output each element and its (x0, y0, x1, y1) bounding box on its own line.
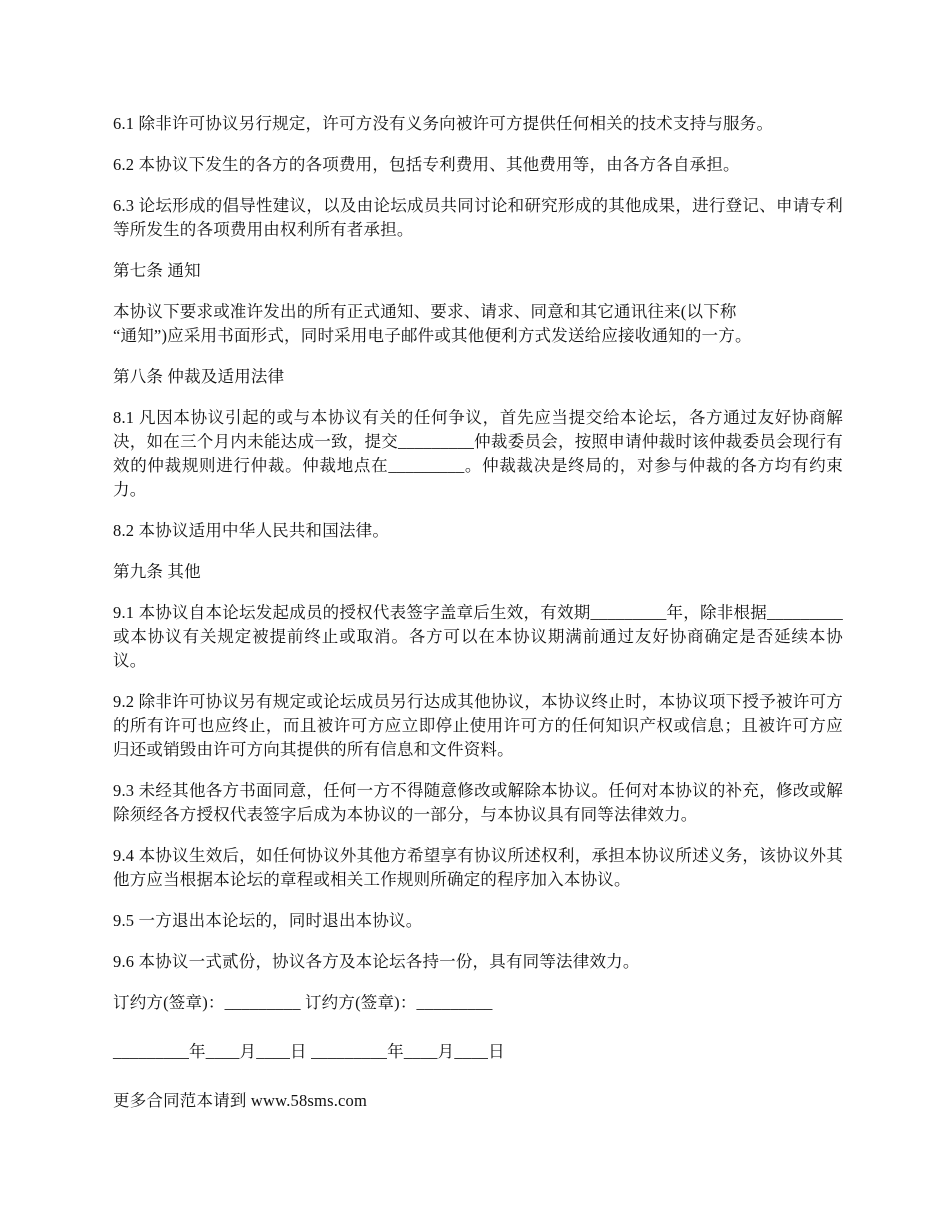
article-7-notice-text (113, 300, 843, 348)
clause-6-2: 6.2 本协议下发生的各方的各项费用，包括专利费用、其他费用等，由各方各自承担。 (113, 155, 740, 174)
clause-9-2: 9.2 除非许可协议另有规定或论坛成员另行达成其他协议，本协议终止时，本协议项下授予被许可方的所有许可也应终止，而且被许可方应立即停止使用许可方的任何知识产权或信息；且被许可方应归还或销毁由许可方向其提供的所有信息和文件资料。 (113, 692, 843, 759)
article-7-heading: 第七条 通知 (113, 261, 201, 280)
clause-9-6: 9.6 本协议一式贰份，协议各方及本论坛各持一份，具有同等法律效力。 (113, 952, 640, 971)
clause-6-3: 6.3 论坛形成的倡导性建议，以及由论坛成员共同讨论和研究形成的其他成果，进行登记、申请专利等所发生的各项费用由权利所有者承担。 (113, 196, 843, 239)
signature-line: 订约方(签章)：_________ 订约方(签章)：_________ (113, 993, 493, 1012)
clause-8-1: 8.1 凡因本协议引起的或与本协议有关的任何争议，首先应当提交给本论坛，各方通过友好协商解决，如在三个月内未能达成一致，提交_________仲裁委员会，按照申请仲裁时该仲裁委员会现行有效的仲裁规则进行仲裁。仲裁地点在_________。仲裁裁决是终局的，对参与仲裁的各方均有约束力。 (113, 408, 843, 499)
clause-9-4: 9.4 本协议生效后，如任何协议外其他方希望享有协议所述权利，承担本协议所述义务，该协议外其他方应当根据本论坛的章程或相关工作规则所确定的程序加入本协议。 (113, 846, 843, 889)
date-line: _________年____月____日 _________年____月____日 (113, 1042, 505, 1061)
clause-6-1: 6.1 除非许可协议另行规定，许可方没有义务向被许可方提供任何相关的技术支持与服务。 (113, 114, 774, 133)
footer-note: 更多合同范本请到 www.58sms.com (113, 1091, 368, 1110)
article-9-heading: 第九条 其他 (113, 562, 201, 581)
article-7-line-2: “通知”)应采用书面形式，同时采用电子邮件或其他便利方式发送给应接收通知的一方。 (113, 326, 752, 345)
article-7-line-1: 本协议下要求或准许发出的所有正式通知、要求、请求、同意和其它通讯往来(以下称 (113, 302, 737, 321)
document-body (113, 112, 843, 1130)
clause-8-2: 8.2 本协议适用中华人民共和国法律。 (113, 521, 390, 540)
clause-9-1: 9.1 本协议自本论坛发起成员的授权代表签字盖章后生效，有效期_________年，除非根据_________或本协议有关规定被提前终止或取消。各方可以在本协议期满前通过友好协商确定是否延续本协议。 (113, 603, 843, 670)
clause-9-5: 9.5 一方退出本论坛的，同时退出本协议。 (113, 911, 423, 930)
article-8-heading: 第八条 仲裁及适用法律 (113, 367, 285, 386)
clause-9-3: 9.3 未经其他各方书面同意，任何一方不得随意修改或解除本协议。任何对本协议的补充，修改或解除须经各方授权代表签字后成为本协议的一部分，与本协议具有同等法律效力。 (113, 781, 843, 824)
